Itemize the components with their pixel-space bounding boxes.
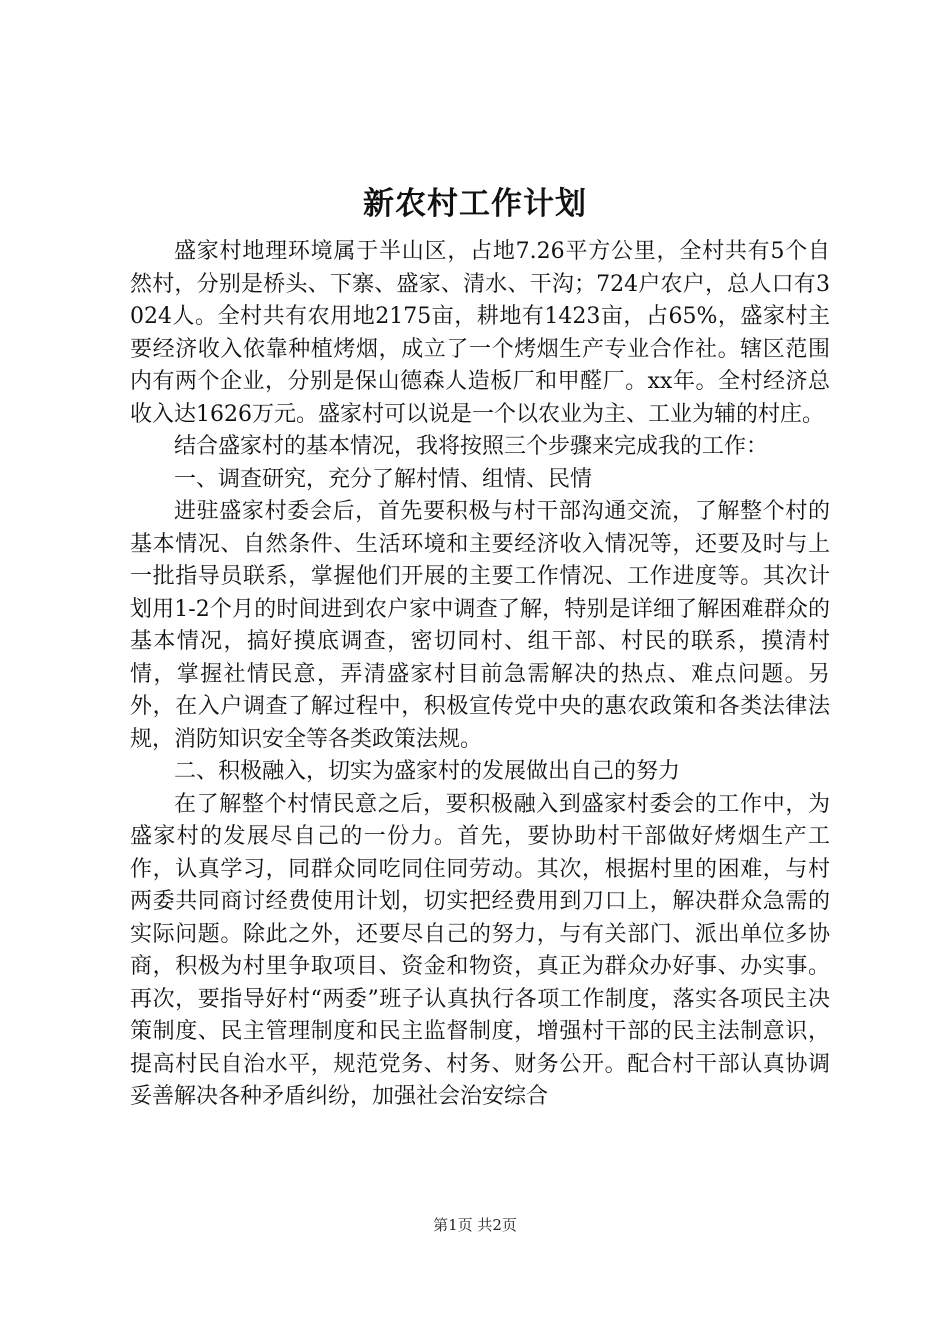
section-heading-2: 二、积极融入，切实为盛家村的发展做出自己的努力 xyxy=(174,759,681,784)
document-body xyxy=(130,236,830,1114)
paragraph-village-overview: 盛家村地理环境属于半山区，占地7.26平方公里，全村共有5个自然村，分别是桥头、下寨、盛家、清水、干沟；724户农户，总人口有3024人。全村共有农用地2175亩，耕地有1423亩，占65%，盛家村主要经济收入依靠种植烤烟，成立了一个烤烟生产专业合作社。辖区范围内有两个企业，分别是保山德森人造板厂和甲醛厂。xx年。全村经济总收入达1626万元。盛家村可以说是一个以农业为主、工业为辅的村庄。 xyxy=(130,239,830,427)
paragraph-plan-intro: 结合盛家村的基本情况，我将按照三个步骤来完成我的工作： xyxy=(174,434,769,459)
document-title: 新农村工作计划 xyxy=(363,186,587,222)
paragraph-research: 进驻盛家村委会后，首先要积极与村干部沟通交流，了解整个村的基本情况、自然条件、生活环境和主要经济收入情况等，还要及时与上一批指导员联系，掌握他们开展的主要工作情况、工作进度等。其次计划用1-2个月的时间进到农户家中调查了解，特别是详细了解困难群众的基本情况，搞好摸底调查，密切同村、组干部、村民的联系，摸清村情，掌握社情民意，弄清盛家村目前急需解决的热点、难点问题。另外，在入户调查了解过程中，积极宣传党中央的惠农政策和各类法律法规，消防知识安全等各类政策法规。 xyxy=(130,499,830,752)
page-footer: 第1页 共2页 xyxy=(433,1216,517,1234)
section-heading-1: 一、调查研究，充分了解村情、组情、民情 xyxy=(174,466,593,492)
paragraph-integration: 在了解整个村情民意之后，要积极融入到盛家村委会的工作中，为盛家村的发展尽自己的一份力。首先，要协助村干部做好烤烟生产工作，认真学习，同群众同吃同住同劳动。其次，根据村里的困难，与村两委共同商讨经费使用计划，切实把经费用到刀口上，解决群众急需的实际问题。除此之外，还要尽自己的努力，与有关部门、派出单位多协商，积极为村里争取项目、资金和物资，真正为群众办好事、办实事。再次，要指导好村“两委”班子认真执行各项工作制度，落实各项民主决策制度、民主管理制度和民主监督制度，增强村干部的民主法制意识，提高村民自治水平，规范党务、村务、财务公开。配合村干部认真协调妥善解决各种矛盾纠纷，加强社会治安综合 xyxy=(130,791,830,1109)
